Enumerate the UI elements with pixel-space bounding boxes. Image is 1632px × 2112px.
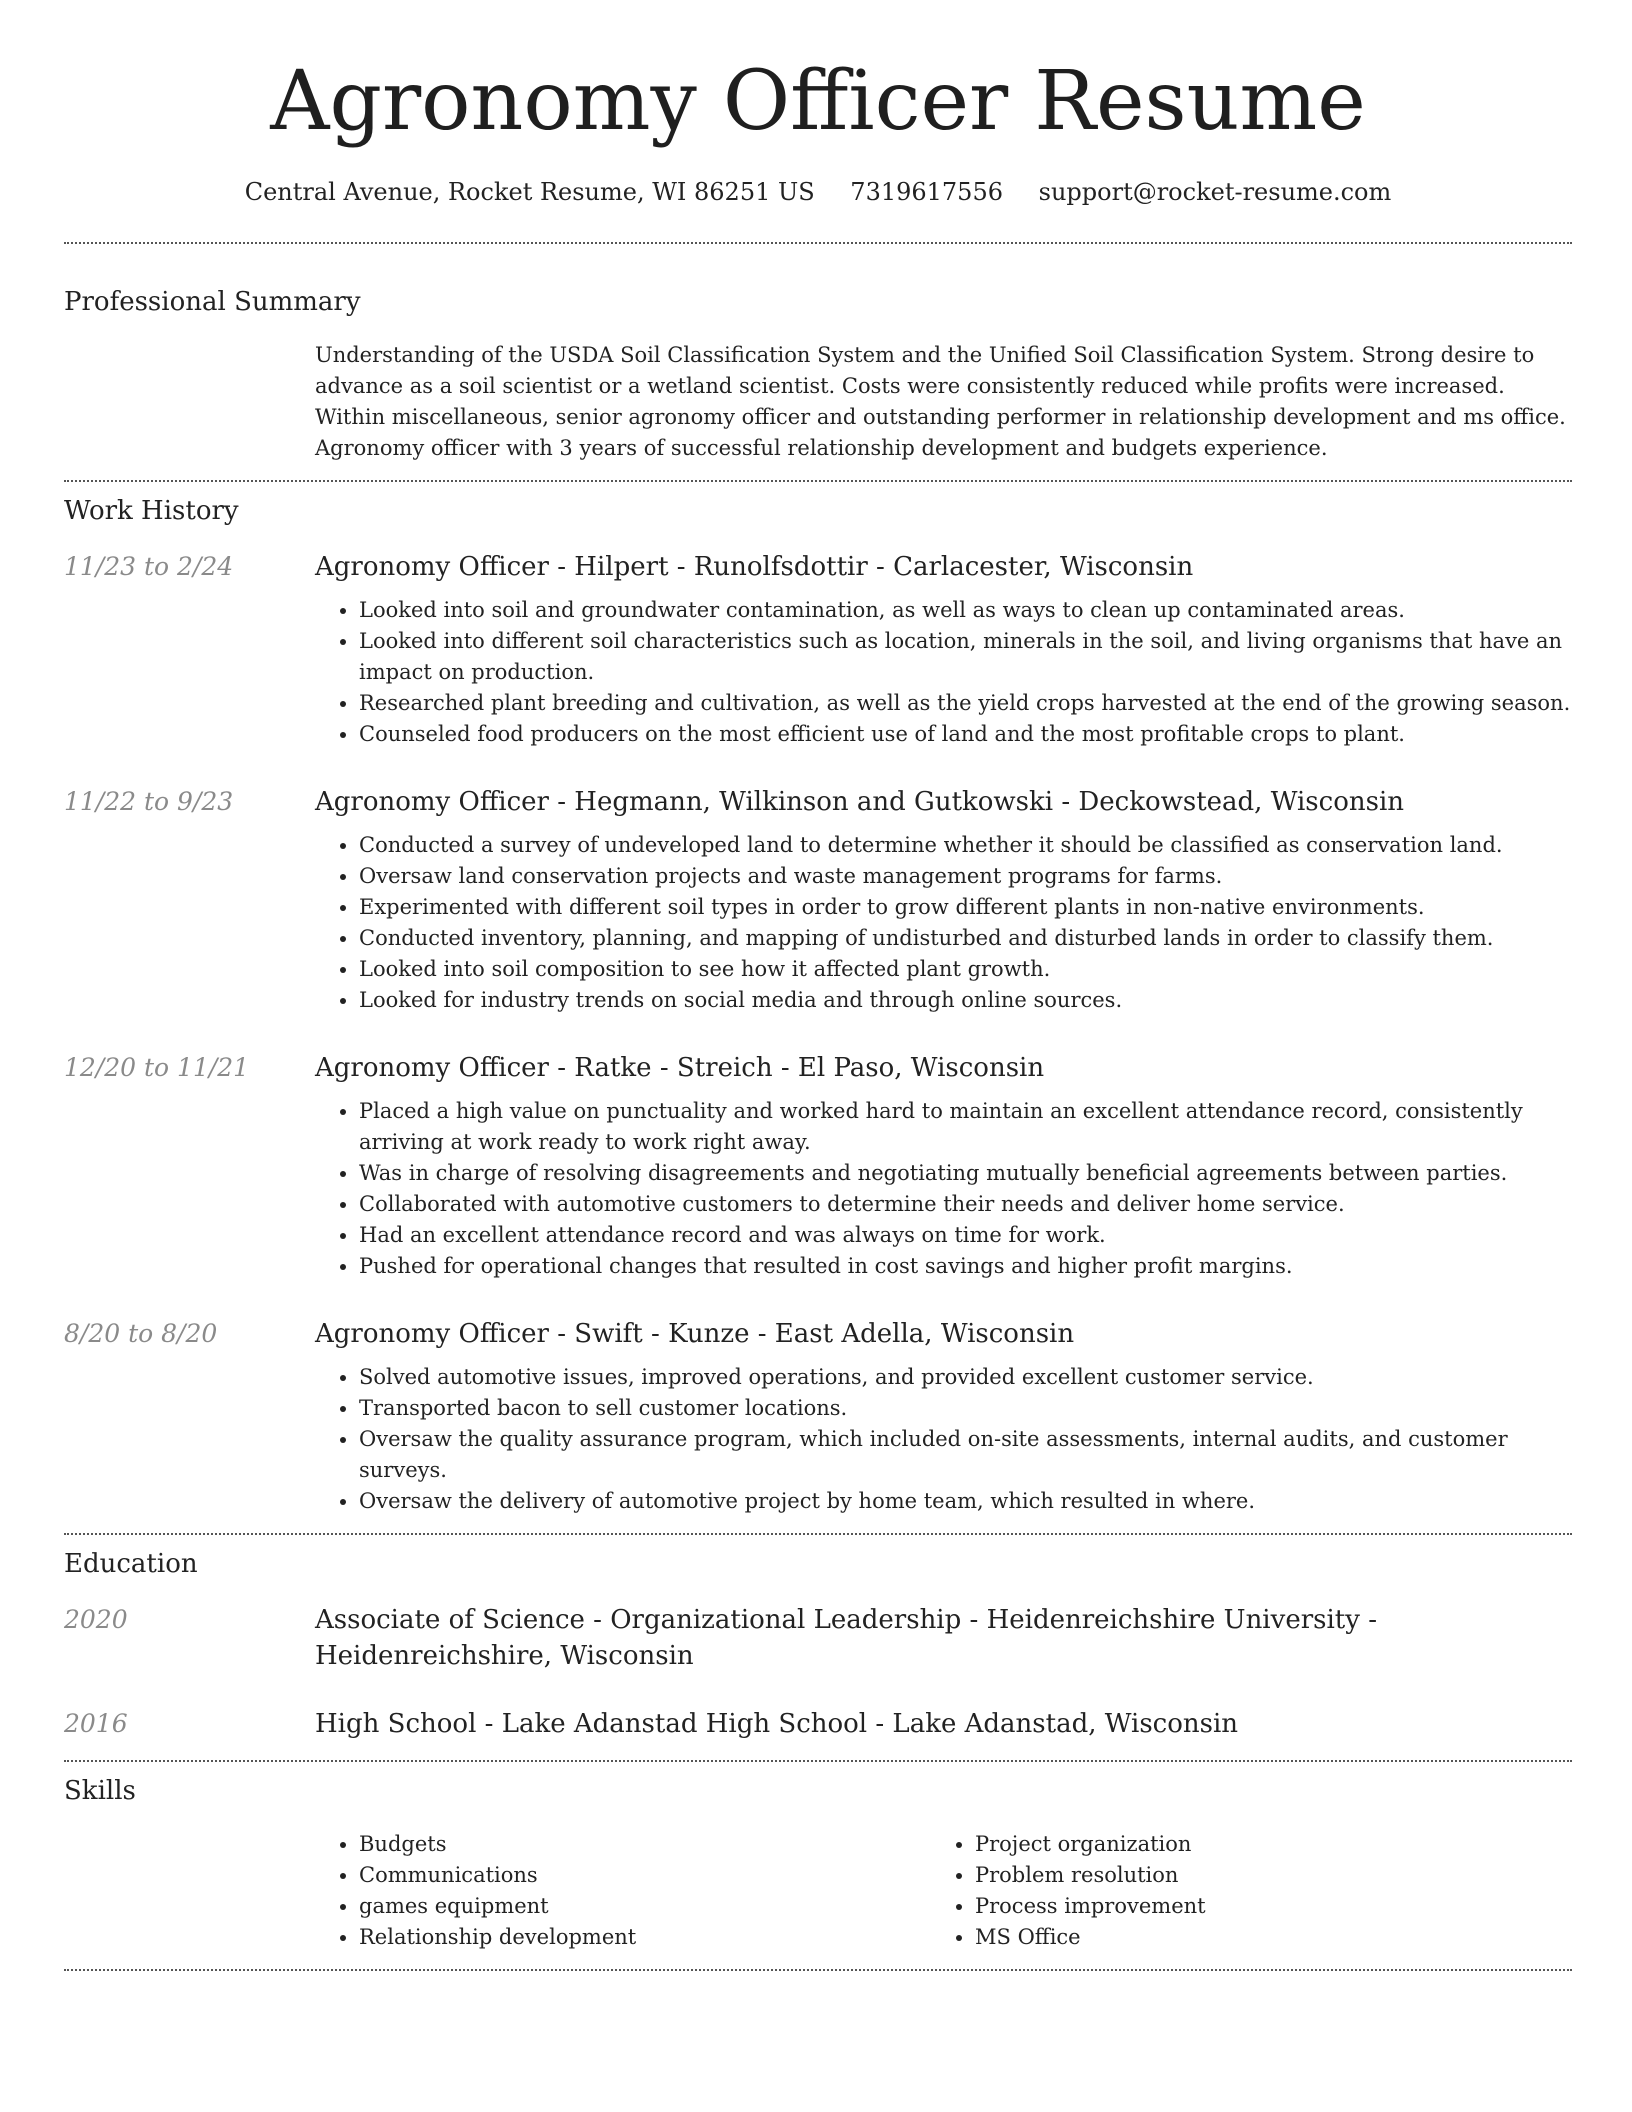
education-body xyxy=(315,1602,1572,1674)
summary-title: Professional Summary xyxy=(64,287,361,317)
job-bullet: • Oversaw the quality assurance program, which included on-site assessments, internal audits, and customer surveys. xyxy=(359,1424,1572,1486)
skill-item: • Problem resolution xyxy=(975,1860,1572,1891)
job-bullet: • Was in charge of resolving disagreements and negotiating mutually beneficial agreements between parties. xyxy=(359,1158,1572,1189)
job-bullet: • Experimented with different soil types in order to grow different plants in non-native environments. xyxy=(359,892,1572,923)
resume-page xyxy=(64,0,1572,1971)
skill-item: • Budgets xyxy=(359,1829,931,1860)
skill-item: • Communications xyxy=(359,1860,931,1891)
job-bullet: • Looked into soil composition to see how it affected plant growth. xyxy=(359,954,1572,985)
skill-item: • MS Office xyxy=(975,1922,1572,1953)
job-body xyxy=(315,549,1572,750)
summary-section xyxy=(64,244,1572,464)
education-title: Education xyxy=(64,1549,198,1579)
job-bullet: • Placed a high value on punctuality and worked hard to maintain an excellent attendance record, consistently arriving at work ready to work right away. xyxy=(359,1096,1572,1158)
job-body xyxy=(315,1050,1572,1282)
job-bullets xyxy=(315,830,1572,1016)
job-bullet: • Oversaw the delivery of automotive project by home team, which resulted in where. xyxy=(359,1486,1572,1517)
job-bullet: • Looked into different soil characteristics such as location, minerals in the soil, and living organisms that have an impact on production. xyxy=(359,626,1572,688)
job-bullets xyxy=(315,595,1572,750)
job-body xyxy=(315,1316,1572,1517)
job-bullet: • Solved automotive issues, improved operations, and provided excellent customer service. xyxy=(359,1362,1572,1393)
job-body xyxy=(315,784,1572,1016)
job-bullet: • Transported bacon to sell customer locations. xyxy=(359,1393,1572,1424)
contact-line xyxy=(64,176,1572,208)
education-date: 2020 xyxy=(64,1605,128,1634)
job-entry xyxy=(64,1050,1572,1282)
job-bullet: • Looked into soil and groundwater contamination, as well as ways to clean up contaminated areas. xyxy=(359,595,1572,626)
skill-item: • Project organization xyxy=(975,1829,1572,1860)
contact-address: Central Avenue, Rocket Resume, WI 86251 US xyxy=(244,178,815,206)
education-section xyxy=(64,1535,1572,1742)
job-entry xyxy=(64,1316,1572,1517)
resume-title: Agronomy Officer Resume xyxy=(270,54,1366,149)
work-history-section xyxy=(64,482,1572,1517)
skills-column-left xyxy=(315,1829,931,1953)
contact-email: support@rocket-resume.com xyxy=(1038,178,1392,206)
job-bullet: • Had an excellent attendance record and was always on time for work. xyxy=(359,1220,1572,1251)
job-entry xyxy=(64,549,1572,750)
job-heading: Agronomy Officer - Ratke - Streich - El Paso, Wisconsin xyxy=(315,1053,1045,1083)
job-bullets xyxy=(315,1096,1572,1282)
job-date: 8/20 to 8/20 xyxy=(64,1319,218,1348)
education-entry xyxy=(64,1602,1572,1674)
work-history-title: Work History xyxy=(64,496,239,526)
work-history-list xyxy=(64,549,1572,1517)
job-bullet: • Counseled food producers on the most efficient use of land and the most profitable crops to plant. xyxy=(359,719,1572,750)
skills-list xyxy=(315,1829,1572,1953)
skill-item: • games equipment xyxy=(359,1891,931,1922)
contact-phone: 7319617556 xyxy=(850,178,1003,206)
job-date: 12/20 to 11/21 xyxy=(64,1053,250,1082)
education-heading: Associate of Science - Organizational Leadership - Heidenreichshire University - Heidenreichshire, Wisconsin xyxy=(315,1605,1377,1671)
skill-item: • Process improvement xyxy=(975,1891,1572,1922)
skills-section xyxy=(64,1762,1572,1953)
job-bullet: • Looked for industry trends on social media and through online sources. xyxy=(359,985,1572,1016)
job-heading: Agronomy Officer - Swift - Kunze - East Adella, Wisconsin xyxy=(315,1319,1075,1349)
job-bullet: • Conducted inventory, planning, and mapping of undisturbed and disturbed lands in order to classify them. xyxy=(359,923,1572,954)
education-body xyxy=(315,1706,1572,1742)
job-heading: Agronomy Officer - Hilpert - Runolfsdottir - Carlacester, Wisconsin xyxy=(315,552,1194,582)
skills-title: Skills xyxy=(64,1776,136,1806)
education-entry xyxy=(64,1706,1572,1742)
education-heading: High School - Lake Adanstad High School - Lake Adanstad, Wisconsin xyxy=(315,1709,1239,1739)
summary-text: Understanding of the USDA Soil Classification System and the Unified Soil Classification System. Strong desire to advance as a soil scientist or a wetland scientist. Costs were consistently reduced while profits were increased. Within miscellaneous, senior agronomy officer and outstanding performer in relationship development and ms office. Agronomy officer with 3 years of successful relationship development and budgets experience. xyxy=(315,343,1566,460)
job-date: 11/22 to 9/23 xyxy=(64,787,234,816)
section-divider xyxy=(64,1969,1572,1971)
education-date: 2016 xyxy=(64,1709,128,1738)
job-bullet: • Pushed for operational changes that resulted in cost savings and higher profit margins. xyxy=(359,1251,1572,1282)
skill-item: • Relationship development xyxy=(359,1922,931,1953)
job-bullet: • Conducted a survey of undeveloped land to determine whether it should be classified as conservation land. xyxy=(359,830,1572,861)
job-bullet: • Collaborated with automotive customers to determine their needs and deliver home service. xyxy=(359,1189,1572,1220)
job-heading: Agronomy Officer - Hegmann, Wilkinson and Gutkowski - Deckowstead, Wisconsin xyxy=(315,787,1405,817)
job-bullet: • Oversaw land conservation projects and waste management programs for farms. xyxy=(359,861,1572,892)
job-date: 11/23 to 2/24 xyxy=(64,552,234,581)
skills-column-right xyxy=(931,1829,1572,1953)
job-entry xyxy=(64,784,1572,1016)
job-bullet: • Researched plant breeding and cultivation, as well as the yield crops harvested at the end of the growing season. xyxy=(359,688,1572,719)
job-bullets xyxy=(315,1362,1572,1517)
